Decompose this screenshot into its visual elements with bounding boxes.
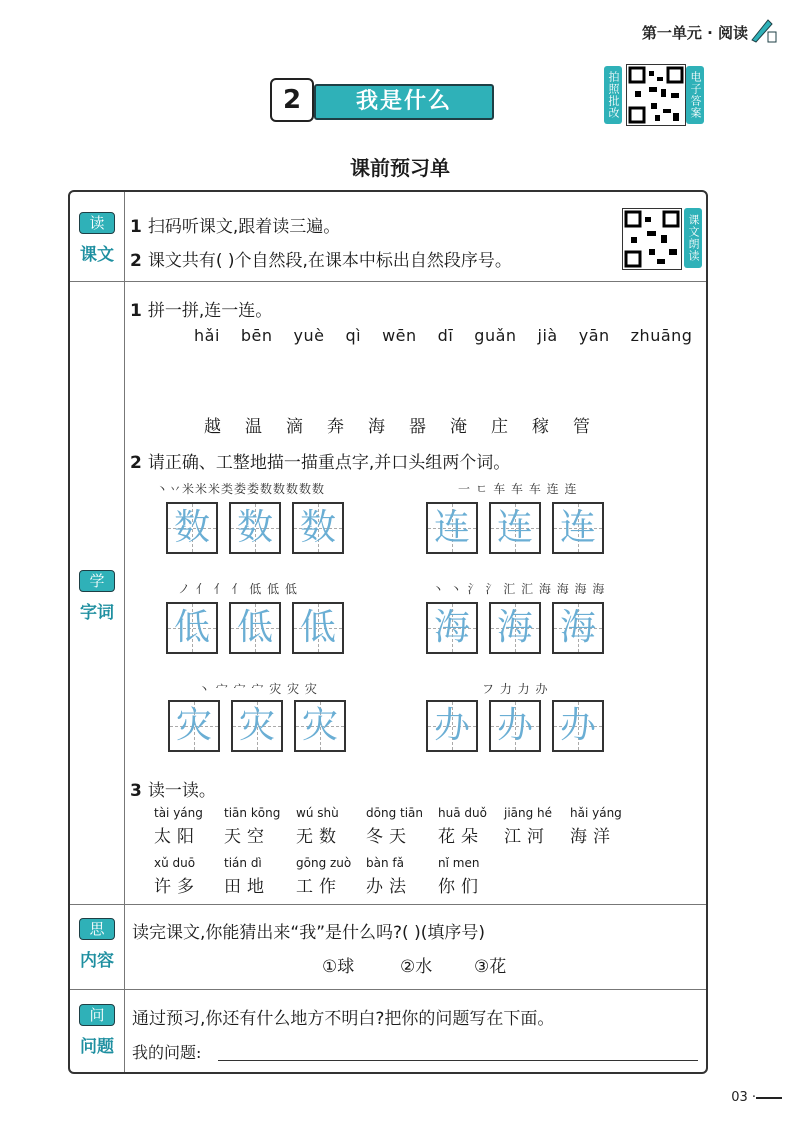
page-title: 课前预习单 bbox=[350, 156, 450, 180]
pinyin-item: hǎi bbox=[194, 326, 220, 345]
trace-char: 灾 bbox=[238, 705, 275, 746]
trace-char: 海 bbox=[496, 607, 533, 648]
qr-left-label: 拍照批改 bbox=[604, 66, 622, 124]
trace-char: 连 bbox=[496, 507, 533, 548]
qr-group-header[interactable] bbox=[604, 64, 704, 128]
trace-char: 办 bbox=[496, 705, 533, 746]
trace-box[interactable] bbox=[229, 602, 281, 654]
word-item: wú shù 无数 bbox=[296, 806, 342, 847]
word-item: tài yáng 太阳 bbox=[154, 806, 203, 847]
row-divider bbox=[70, 904, 706, 905]
trace-char: 低 bbox=[236, 607, 273, 648]
qr-code-icon[interactable] bbox=[622, 208, 682, 270]
char-item: 器 bbox=[409, 417, 426, 437]
char-item: 温 bbox=[245, 417, 262, 437]
trace-box[interactable] bbox=[552, 700, 604, 752]
qr-reading-label: 课文朗读 bbox=[684, 208, 702, 268]
pinyin-item: yuè bbox=[293, 326, 325, 345]
trace-char: 办 bbox=[559, 705, 596, 746]
learn-q2: 2 请正确、工整地描一描重点字,并口头组两个词。 bbox=[130, 453, 511, 473]
read-q2: 2 课文共有( )个自然段,在课本中标出自然段序号。 bbox=[130, 251, 512, 271]
pinyin-item: dī bbox=[437, 326, 454, 345]
word-item: tián dì 田地 bbox=[224, 856, 270, 897]
stroke-sequence: 丶 宀 宀 宀 灾 灾 灾 bbox=[198, 682, 318, 696]
char-item: 稼 bbox=[532, 417, 549, 437]
trace-char: 海 bbox=[433, 607, 470, 648]
word-item: xǔ duō 许多 bbox=[154, 856, 200, 897]
category-name: 字词 bbox=[80, 603, 114, 623]
category-badge: 学 bbox=[79, 570, 115, 592]
trace-box[interactable] bbox=[168, 700, 220, 752]
trace-box[interactable] bbox=[489, 700, 541, 752]
trace-box[interactable] bbox=[552, 502, 604, 554]
trace-box[interactable] bbox=[552, 602, 604, 654]
trace-box[interactable] bbox=[426, 700, 478, 752]
trace-box[interactable] bbox=[426, 502, 478, 554]
word-item: jiāng hé 江河 bbox=[504, 806, 553, 847]
pen-icon bbox=[748, 16, 778, 44]
trace-char: 连 bbox=[433, 507, 470, 548]
stroke-sequence: フ 力 力 办 bbox=[482, 682, 549, 696]
trace-box[interactable] bbox=[426, 602, 478, 654]
char-row bbox=[204, 412, 614, 437]
word-item: tiān kōng 天空 bbox=[224, 806, 281, 847]
word-item: dōng tiān 冬天 bbox=[366, 806, 423, 847]
trace-box[interactable] bbox=[292, 602, 344, 654]
trace-box[interactable] bbox=[231, 700, 283, 752]
lesson-header bbox=[270, 74, 495, 120]
category-ask bbox=[70, 1004, 124, 1057]
pinyin-item: jià bbox=[537, 326, 558, 345]
stroke-sequence: 丶丷米米米类娄娄数数数数数 bbox=[156, 482, 326, 496]
char-item: 庄 bbox=[491, 417, 508, 437]
ask-prompt: 通过预习,你还有什么地方不明白?把你的问题写在下面。 bbox=[132, 1009, 555, 1029]
column-divider bbox=[124, 192, 125, 1072]
qr-group-reading[interactable] bbox=[622, 208, 706, 270]
think-question: 读完课文,你能猜出来“我”是什么吗?( )(填序号) bbox=[132, 923, 485, 943]
trace-char: 低 bbox=[173, 607, 210, 648]
category-badge: 读 bbox=[79, 212, 115, 234]
trace-char: 灾 bbox=[175, 705, 212, 746]
word-item: gōng zuò 工作 bbox=[296, 856, 352, 897]
learn-q3: 3 读一读。 bbox=[130, 781, 216, 801]
trace-box[interactable] bbox=[294, 700, 346, 752]
pinyin-item: guǎn bbox=[474, 326, 517, 345]
lesson-number: 2 bbox=[270, 78, 314, 122]
answer-line[interactable] bbox=[218, 1060, 698, 1061]
category-name: 课文 bbox=[80, 245, 114, 265]
trace-box[interactable] bbox=[489, 502, 541, 554]
read-q1: 1 扫码听课文,跟着读三遍。 bbox=[130, 217, 341, 237]
category-name: 问题 bbox=[80, 1037, 114, 1057]
trace-box[interactable] bbox=[166, 502, 218, 554]
char-item: 海 bbox=[368, 417, 385, 437]
category-read bbox=[70, 212, 124, 265]
char-item: 越 bbox=[204, 417, 221, 437]
preview-sheet bbox=[68, 190, 708, 1074]
trace-char: 数 bbox=[236, 507, 273, 548]
trace-box[interactable] bbox=[166, 602, 218, 654]
char-item: 管 bbox=[573, 417, 590, 437]
category-name: 内容 bbox=[80, 951, 114, 971]
char-item: 奔 bbox=[327, 417, 344, 437]
stroke-sequence: ノ 亻 亻 亻 低 低 低 bbox=[178, 582, 298, 596]
category-learn bbox=[70, 570, 124, 623]
char-item: 淹 bbox=[450, 417, 467, 437]
category-badge: 问 bbox=[79, 1004, 115, 1026]
category-think bbox=[70, 918, 124, 971]
pinyin-item: bēn bbox=[240, 326, 273, 345]
row-divider bbox=[70, 281, 706, 282]
pinyin-item: yān bbox=[578, 326, 610, 345]
unit-label: 第一单元 · 阅读 bbox=[641, 24, 748, 42]
row-divider bbox=[70, 989, 706, 990]
pinyin-item: qì bbox=[345, 326, 362, 345]
qr-code-icon[interactable] bbox=[626, 64, 686, 126]
trace-char: 数 bbox=[173, 507, 210, 548]
pinyin-item: wēn bbox=[382, 326, 417, 345]
option-item[interactable]: ③花 bbox=[474, 957, 507, 977]
trace-box[interactable] bbox=[489, 602, 541, 654]
trace-char: 灾 bbox=[301, 705, 338, 746]
lesson-title: 我是什么 bbox=[314, 84, 494, 120]
word-item: huā duǒ 花朵 bbox=[438, 806, 487, 847]
trace-box[interactable] bbox=[292, 502, 344, 554]
trace-char: 海 bbox=[559, 607, 596, 648]
page-rule bbox=[756, 1097, 782, 1099]
word-item: nǐ men 你们 bbox=[438, 856, 484, 897]
option-item[interactable]: ①球 bbox=[322, 957, 355, 977]
learn-q1: 1 拼一拼,连一连。 bbox=[130, 301, 273, 321]
char-item: 滴 bbox=[286, 417, 303, 437]
trace-box[interactable] bbox=[229, 502, 281, 554]
page-number: 03 · bbox=[731, 1090, 756, 1105]
ask-label: 我的问题: bbox=[132, 1043, 202, 1062]
pinyin-item: zhuāng bbox=[630, 326, 693, 345]
stroke-sequence: 一 ㄷ 车 车 车 连 连 bbox=[458, 482, 578, 496]
trace-char: 连 bbox=[559, 507, 596, 548]
category-badge: 思 bbox=[79, 918, 115, 940]
trace-char: 低 bbox=[299, 607, 336, 648]
trace-char: 数 bbox=[299, 507, 336, 548]
word-item: hǎi yáng 海洋 bbox=[570, 806, 622, 847]
stroke-sequence: 丶 丶 氵 氵 汇 汇 海 海 海 海 bbox=[432, 582, 606, 596]
word-item: bàn fǎ 办法 bbox=[366, 856, 412, 897]
pinyin-row bbox=[194, 326, 713, 345]
option-item[interactable]: ②水 bbox=[400, 957, 433, 977]
trace-char: 办 bbox=[433, 705, 470, 746]
qr-right-label: 电子答案 bbox=[686, 66, 704, 124]
